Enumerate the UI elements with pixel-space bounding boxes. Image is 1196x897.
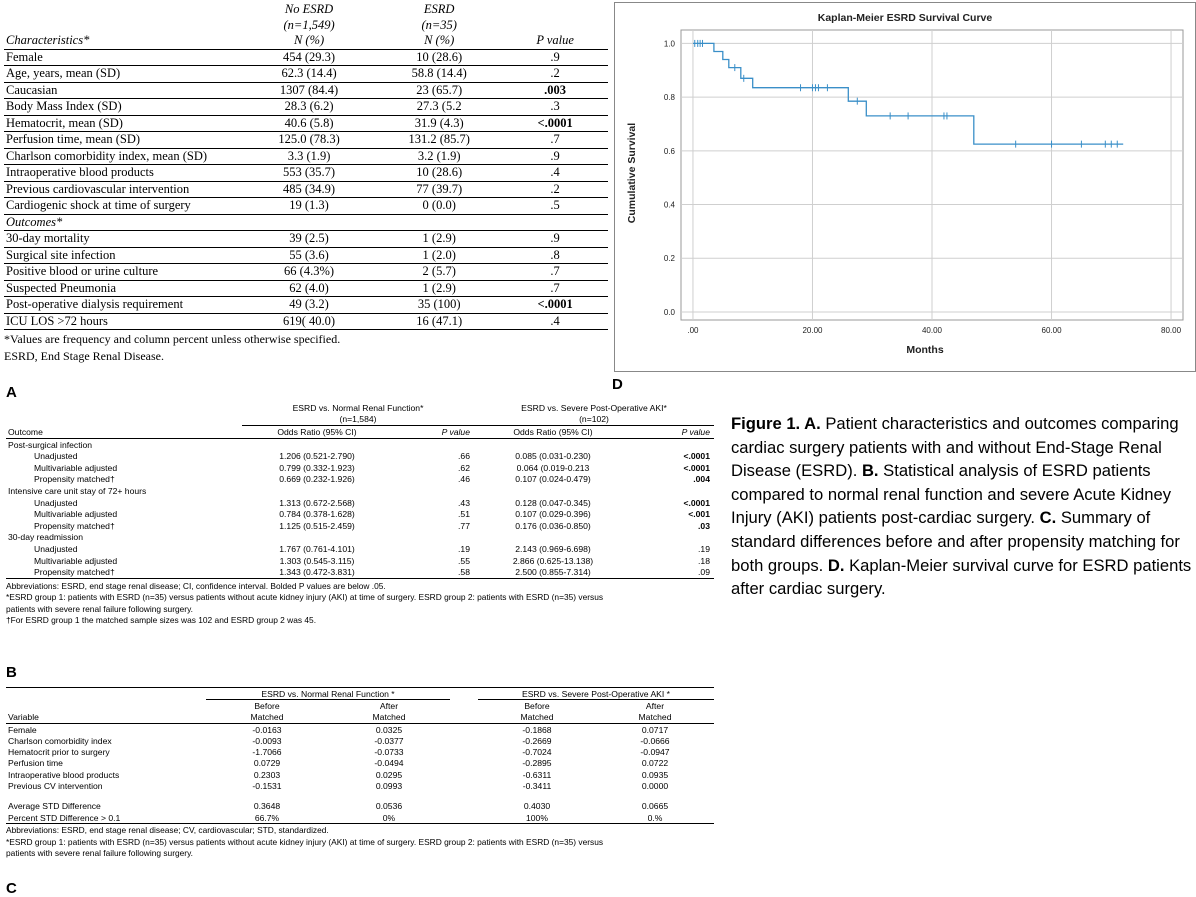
c-after-1-value: 0.0325 <box>375 724 403 735</box>
b-or-2: 0.128 (0.047-0.345) <box>515 497 591 508</box>
c-before-2-value: 0.4030 <box>523 801 551 812</box>
caption-text: Statistical analysis of ESRD patients compared to normal renal function and severe Acute Kidney Injury (AKI) patients post-cardiac surgery. <box>731 461 1171 528</box>
table-row <box>4 132 608 149</box>
c-before-1-value: -0.0163 <box>252 724 282 735</box>
b-or-2: 0.064 (0.019-0.213 <box>516 462 590 473</box>
table-row <box>6 812 714 824</box>
table-row <box>4 313 608 330</box>
p-value: .9 <box>502 148 608 165</box>
b-row-label: Propensity matched† <box>34 567 115 578</box>
panel-c-table <box>6 687 714 859</box>
row-label: Intraoperative blood products <box>4 165 242 182</box>
y-tick-label: 0.0 <box>663 307 675 317</box>
b-p-2: <.0001 <box>683 462 710 473</box>
caption-text: Kaplan-Meier survival curve for ESRD patients after cardiac surgery. <box>731 555 1192 599</box>
p-value: <.0001 <box>502 297 608 314</box>
c-after-2-value: 0.0000 <box>641 781 669 792</box>
caption-panel-ref: C. <box>1039 508 1057 528</box>
p-value: .4 <box>502 165 608 182</box>
table-row <box>4 82 608 99</box>
table-row <box>4 181 608 198</box>
c-footnote-groups-cont: patients with severe renal failure following surgery. <box>6 848 193 859</box>
row-label: Perfusion time, mean (SD) <box>4 132 242 149</box>
no-esrd-value: 55 (3.6) <box>242 247 376 264</box>
c-before-2: Matched <box>520 712 554 723</box>
table-row <box>4 99 608 116</box>
b-or-1: 0.669 (0.232-1.926) <box>279 474 355 485</box>
esrd-value: 3.2 (1.9) <box>376 148 502 165</box>
b-or-1: 1.343 (0.472-3.831) <box>279 567 355 578</box>
y-axis-label: Cumulative Survival <box>626 122 638 224</box>
c-before-1-value: -1.7066 <box>252 747 282 758</box>
b-p-1: .43 <box>458 497 470 508</box>
table-row <box>4 231 608 248</box>
p-value: .3 <box>502 99 608 116</box>
b-p-1: .58 <box>458 567 470 578</box>
c-row-label: Female <box>8 724 37 735</box>
c-after-1-value: 0.0536 <box>375 801 403 812</box>
b-p-1: .77 <box>458 520 470 531</box>
km-survival-svg <box>615 3 1195 371</box>
no-esrd-value: 62 (4.0) <box>242 280 376 297</box>
c-after-2-value: 0.0722 <box>641 758 669 769</box>
caption-text: Summary of standard differences before and after propensity matching for both groups. <box>731 508 1180 575</box>
table-row <box>6 497 714 509</box>
p-value: .5 <box>502 198 608 215</box>
p-value: .7 <box>502 280 608 297</box>
b-group2-n: (n=102) <box>474 414 714 426</box>
y-tick-label: 0.2 <box>663 254 675 264</box>
c-after-1-value: 0% <box>382 812 396 823</box>
c-after-1-top: After <box>379 700 399 711</box>
b-p-1: .55 <box>458 555 470 566</box>
b-or-1: 0.784 (0.378-1.628) <box>279 509 355 520</box>
c-after-2-value: 0.0935 <box>641 769 669 780</box>
b-row-label: Multivariable adjusted <box>34 509 118 520</box>
b-row-label: Multivariable adjusted <box>34 462 118 473</box>
b-p-2: <.001 <box>688 509 710 520</box>
c-before-2-value: 100% <box>526 812 548 823</box>
x-tick-label: .00 <box>687 326 699 335</box>
row-label: Post-operative dialysis requirement <box>4 297 242 314</box>
b-p-1: .46 <box>458 474 470 485</box>
b-p-2: .004 <box>693 474 710 485</box>
c-group2-title: ESRD vs. Severe Post-Operative AKI * <box>478 688 714 700</box>
row-label: Previous cardiovascular intervention <box>4 181 242 198</box>
c-row-label: Average STD Difference <box>8 801 101 812</box>
b-col-or-2: Odds Ratio (95% CI) <box>513 426 593 437</box>
table-row <box>6 801 714 812</box>
c-row-label: Intraoperative blood products <box>8 769 120 780</box>
c-before-2-value: -0.7024 <box>522 747 552 758</box>
c-before-1-value: 0.0729 <box>253 758 281 769</box>
table-row <box>6 566 714 578</box>
esrd-value: 58.8 (14.4) <box>376 66 502 83</box>
esrd-value: 23 (65.7) <box>376 82 502 99</box>
b-row-label: Unadjusted <box>34 497 78 508</box>
esrd-value: 16 (47.1) <box>376 313 502 330</box>
table-row <box>4 247 608 264</box>
col-no-esrd-n: (n=1,549) <box>283 17 335 32</box>
table-row <box>6 723 714 735</box>
row-label: Positive blood or urine culture <box>4 264 242 281</box>
c-after-2-value: 0.0717 <box>641 724 669 735</box>
x-tick-label: 60.00 <box>1041 326 1062 335</box>
row-label: Suspected Pneumonia <box>4 280 242 297</box>
figure-caption <box>731 412 1193 601</box>
p-value: .2 <box>502 66 608 83</box>
row-label: Hematocrit, mean (SD) <box>4 115 242 132</box>
col-no-esrd-title: No ESRD <box>284 2 334 16</box>
table-row <box>6 520 714 532</box>
c-row-label: Charlson comorbidity index <box>8 735 112 746</box>
c-row-label: Perfusion time <box>8 758 63 769</box>
b-col-outcome: Outcome <box>8 426 43 437</box>
b-group-row <box>6 485 714 497</box>
no-esrd-value: 553 (35.7) <box>242 165 376 182</box>
caption-panel-ref: Figure 1. A. <box>731 414 821 433</box>
b-p-2: .18 <box>698 555 710 566</box>
panel-a-table <box>4 2 608 364</box>
p-value: .4 <box>502 313 608 330</box>
no-esrd-value: 49 (3.2) <box>242 297 376 314</box>
b-or-2: 0.107 (0.029-0.396) <box>515 509 591 520</box>
table-row <box>6 508 714 520</box>
c-before-1-top: Before <box>254 700 280 711</box>
p-value: <.0001 <box>502 115 608 132</box>
c-before-2-value: -0.6311 <box>522 769 552 780</box>
b-p-2: .19 <box>698 543 710 554</box>
c-before-1-value: 0.3648 <box>253 801 281 812</box>
b-col-p-1: P value <box>441 426 470 437</box>
table-row <box>4 280 608 297</box>
col-characteristics: Characteristics* <box>6 33 90 47</box>
b-group2-title: ESRD vs. Severe Post-Operative AKI* <box>521 402 667 413</box>
no-esrd-value: 19 (1.3) <box>242 198 376 215</box>
panel-a-footnote-values: *Values are frequency and column percent unless otherwise specified. <box>4 332 341 346</box>
b-or-2: 0.107 (0.024-0.479) <box>515 474 591 485</box>
no-esrd-value: 66 (4.3%) <box>242 264 376 281</box>
c-before-1-value: -0.1531 <box>252 781 282 792</box>
b-row-label: Propensity matched† <box>34 520 115 531</box>
b-footnote-groups: *ESRD group 1: patients with ESRD (n=35) versus patients without acute kidney injury (AKI) at time of surgery. ESRD group 2: patients with ESRD (n=35) versus <box>6 592 604 603</box>
col-esrd-unit: N (%) <box>424 33 455 47</box>
no-esrd-value: 454 (29.3) <box>242 49 376 66</box>
c-before-1-value: 0.2303 <box>253 769 281 780</box>
caption-panel-ref: D. <box>827 555 845 575</box>
row-label: Female <box>4 49 242 66</box>
c-after-2-value: -0.0666 <box>640 735 670 746</box>
caption-text: Patient characteristics and outcomes comparing cardiac surgery patients with and without End-Stage Renal Disease (ESRD). <box>731 414 1179 481</box>
col-no-esrd-unit: N (%) <box>293 33 325 47</box>
b-or-1: 1.206 (0.521-2.790) <box>279 451 355 462</box>
esrd-value: 1 (2.9) <box>376 280 502 297</box>
b-group-row <box>6 438 714 450</box>
panel-b-letter: B <box>6 664 17 681</box>
c-before-2-value: -0.2895 <box>522 758 552 769</box>
row-label: Caucasian <box>4 82 242 99</box>
b-p-1: .66 <box>458 451 470 462</box>
col-p-value: P value <box>536 33 574 47</box>
chart-title: Kaplan-Meier ESRD Survival Curve <box>817 12 993 24</box>
no-esrd-value: 28.3 (6.2) <box>242 99 376 116</box>
b-or-2: 2.500 (0.855-7.314) <box>515 567 591 578</box>
row-label: Surgical site infection <box>4 247 242 264</box>
b-or-2: 0.176 (0.036-0.850) <box>515 520 591 531</box>
c-before-2-top: Before <box>524 700 550 711</box>
no-esrd-value: 1307 (84.4) <box>242 82 376 99</box>
table-row <box>6 758 714 769</box>
no-esrd-value: 485 (34.9) <box>242 181 376 198</box>
table-row <box>4 165 608 182</box>
table-row <box>6 543 714 555</box>
b-group-title: Intensive care unit stay of 72+ hours <box>8 485 147 496</box>
c-before-1: Matched <box>250 712 284 723</box>
row-label: Cardiogenic shock at time of surgery <box>4 198 242 215</box>
c-row-label: Hematocrit prior to surgery <box>8 747 110 758</box>
b-footnote-matched: †For ESRD group 1 the matched sample sizes was 102 and ESRD group 2 was 45. <box>6 615 317 626</box>
p-value: .003 <box>502 82 608 99</box>
b-p-1: .62 <box>458 462 470 473</box>
b-or-2: 0.085 (0.031-0.230) <box>515 451 591 462</box>
b-group1-n: (n=1,584) <box>242 414 474 426</box>
b-footnote-abbrev: Abbreviations: ESRD, end stage renal disease; CI, confidence interval. Bolded P values are below .05. <box>6 580 386 591</box>
p-value: .8 <box>502 247 608 264</box>
no-esrd-value: 3.3 (1.9) <box>242 148 376 165</box>
esrd-value: 0 (0.0) <box>376 198 502 215</box>
b-row-label: Propensity matched† <box>34 474 115 485</box>
table-row <box>6 769 714 780</box>
b-or-2: 2.866 (0.625-13.138) <box>512 555 594 566</box>
no-esrd-value: 62.3 (14.4) <box>242 66 376 83</box>
c-before-1-value: 66.7% <box>254 812 280 823</box>
esrd-value: 10 (28.6) <box>376 49 502 66</box>
row-label: ICU LOS >72 hours <box>4 313 242 330</box>
table-row <box>6 780 714 791</box>
c-before-2-value: -0.1868 <box>522 724 552 735</box>
y-tick-label: 0.6 <box>663 146 675 156</box>
p-value: .2 <box>502 181 608 198</box>
b-or-1: 1.303 (0.545-3.115) <box>279 555 355 566</box>
esrd-value: 1 (2.9) <box>376 231 502 248</box>
b-p-2: <.0001 <box>683 497 710 508</box>
b-row-label: Unadjusted <box>34 543 78 554</box>
b-p-2: .03 <box>698 520 710 531</box>
b-col-or-1: Odds Ratio (95% CI) <box>277 426 357 437</box>
panel-a-footnote-esrd: ESRD, End Stage Renal Disease. <box>4 349 164 363</box>
table-row <box>6 735 714 746</box>
caption-panel-ref: B. <box>861 461 879 481</box>
panel-b-table <box>6 402 714 627</box>
b-col-p-2: P value <box>681 426 710 437</box>
c-group1-title: ESRD vs. Normal Renal Function * <box>206 688 450 700</box>
panel-d-km-chart <box>614 2 1196 372</box>
no-esrd-value: 39 (2.5) <box>242 231 376 248</box>
y-tick-label: 0.4 <box>663 200 675 210</box>
row-label: Charlson comorbidity index, mean (SD) <box>4 148 242 165</box>
table-row <box>6 450 714 462</box>
table-row <box>4 264 608 281</box>
esrd-value: 27.3 (5.2 <box>376 99 502 116</box>
esrd-value: 2 (5.7) <box>376 264 502 281</box>
y-tick-label: 0.8 <box>663 93 675 103</box>
col-esrd-title: ESRD <box>423 2 455 16</box>
p-value: .9 <box>502 49 608 66</box>
p-value: .7 <box>502 132 608 149</box>
b-p-2: <.0001 <box>683 451 710 462</box>
b-or-1: 1.125 (0.515-2.459) <box>279 520 355 531</box>
p-value: .9 <box>502 231 608 248</box>
table-row <box>6 462 714 474</box>
b-or-1: 0.799 (0.332-1.923) <box>279 462 355 473</box>
c-after-2-value: 0.% <box>647 812 663 823</box>
b-group-row <box>6 532 714 544</box>
table-row <box>4 148 608 165</box>
panel-d-letter: D <box>612 376 623 393</box>
c-after-2: Matched <box>638 712 672 723</box>
table-row <box>4 115 608 132</box>
row-label: Body Mass Index (SD) <box>4 99 242 116</box>
table-row <box>4 297 608 314</box>
c-after-1-value: -0.0377 <box>374 735 404 746</box>
p-value: .7 <box>502 264 608 281</box>
b-p-1: .51 <box>458 509 470 520</box>
table-row <box>6 555 714 567</box>
x-tick-label: 20.00 <box>802 326 823 335</box>
b-or-2: 2.143 (0.969-6.698) <box>515 543 591 554</box>
outcomes-section-label: Outcomes* <box>4 214 608 231</box>
c-footnote-abbrev: Abbreviations: ESRD, end stage renal disease; CV, cardiovascular; STD, standardized. <box>6 825 329 836</box>
c-before-2-value: -0.2669 <box>522 735 552 746</box>
c-after-1-value: 0.0993 <box>375 781 403 792</box>
esrd-value: 77 (39.7) <box>376 181 502 198</box>
b-or-1: 1.767 (0.761-4.101) <box>279 543 355 554</box>
c-col-variable: Variable <box>8 712 39 723</box>
b-footnote-groups-cont: patients with severe renal failure following surgery. <box>6 603 193 614</box>
y-tick-label: 1.0 <box>663 39 675 49</box>
c-after-2-value: -0.0947 <box>640 747 670 758</box>
panel-a-letter: A <box>6 384 17 401</box>
b-or-1: 1.313 (0.672-2.568) <box>279 497 355 508</box>
table-row <box>4 49 608 66</box>
esrd-value: 35 (100) <box>376 297 502 314</box>
c-row-label: Percent STD Difference > 0.1 <box>8 812 121 823</box>
x-tick-label: 40.00 <box>921 326 943 335</box>
c-footnote-groups: *ESRD group 1: patients with ESRD (n=35) versus patients without acute kidney injury (AKI) at time of surgery. ESRD group 2: patients with ESRD (n=35) versus <box>6 836 604 847</box>
x-axis-label: Months <box>906 344 944 356</box>
b-row-label: Multivariable adjusted <box>34 555 118 566</box>
b-group-title: Post-surgical infection <box>8 439 93 450</box>
c-after-1-value: 0.0295 <box>375 769 403 780</box>
no-esrd-value: 40.6 (5.8) <box>242 115 376 132</box>
esrd-value: 10 (28.6) <box>376 165 502 182</box>
b-p-2: .09 <box>698 567 710 578</box>
col-esrd-n: (n=35) <box>421 17 457 32</box>
b-row-label: Unadjusted <box>34 451 78 462</box>
esrd-value: 131.2 (85.7) <box>376 132 502 149</box>
c-after-1: Matched <box>372 712 406 723</box>
table-row <box>4 66 608 83</box>
esrd-value: 31.9 (4.3) <box>376 115 502 132</box>
c-before-1-value: -0.0093 <box>252 735 282 746</box>
esrd-value: 1 (2.0) <box>376 247 502 264</box>
b-group-title: 30-day readmission <box>8 532 83 543</box>
b-p-1: .19 <box>458 543 470 554</box>
no-esrd-value: 619( 40.0) <box>242 313 376 330</box>
c-after-2-value: 0.0665 <box>641 801 669 812</box>
table-row <box>4 198 608 215</box>
c-after-1-value: -0.0733 <box>374 747 404 758</box>
x-tick-label: 80.00 <box>1161 326 1182 335</box>
no-esrd-value: 125.0 (78.3) <box>242 132 376 149</box>
table-row <box>6 746 714 757</box>
row-label: 30-day mortality <box>4 231 242 248</box>
c-row-label: Previous CV intervention <box>8 781 103 792</box>
row-label: Age, years, mean (SD) <box>4 66 242 83</box>
c-after-2-top: After <box>645 700 665 711</box>
c-before-2-value: -0.3411 <box>522 781 552 792</box>
c-after-1-value: -0.0494 <box>374 758 404 769</box>
panel-c-letter: C <box>6 880 17 897</box>
b-group1-title: ESRD vs. Normal Renal Function* <box>292 402 424 413</box>
table-row <box>6 474 714 486</box>
